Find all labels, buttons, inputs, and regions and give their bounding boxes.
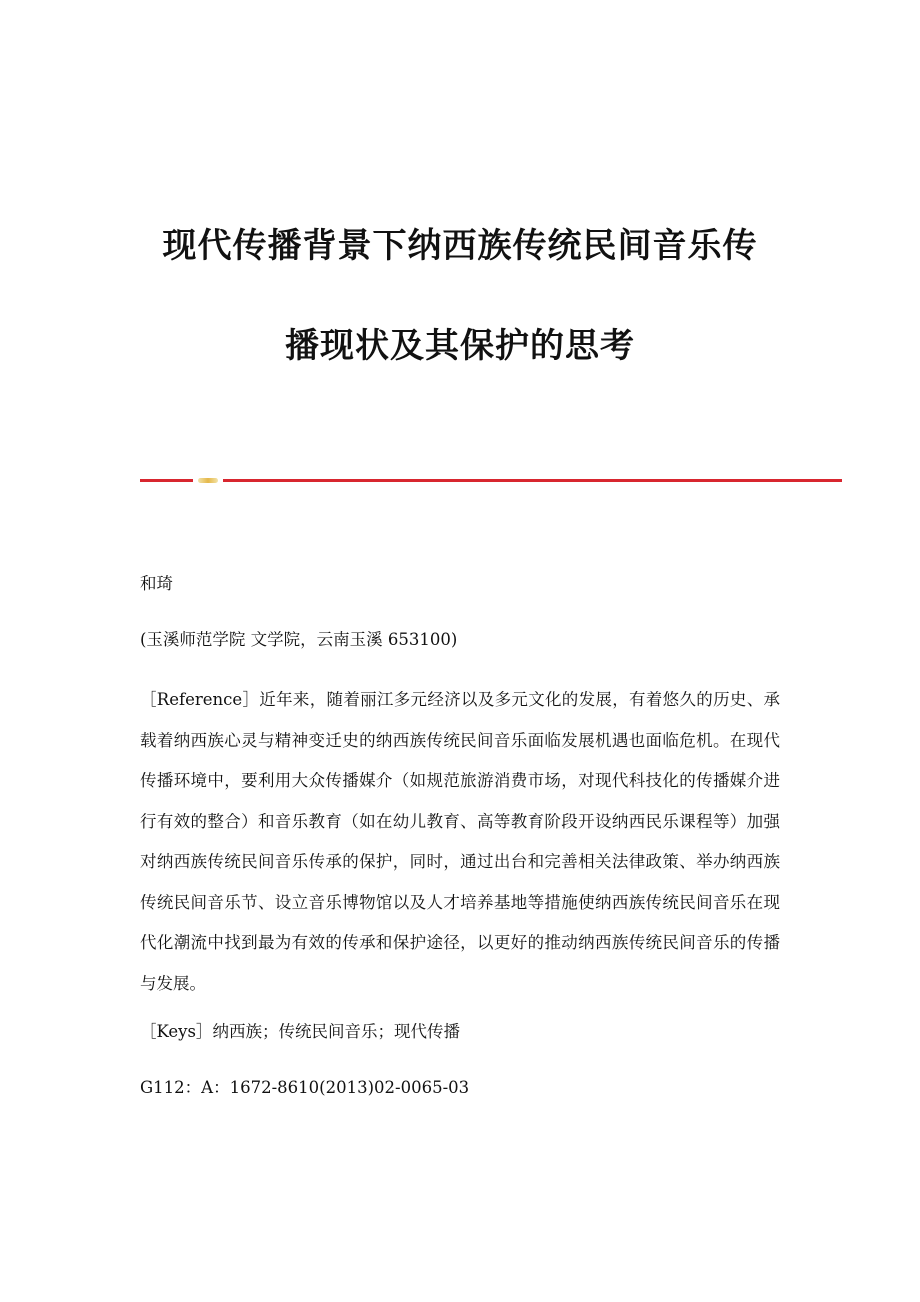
title-divider: [140, 478, 842, 484]
abstract: [140, 680, 780, 1004]
abstract-label: ［Reference］: [140, 690, 260, 709]
title-line-1: 现代传播背景下纳西族传统民间音乐传: [162, 226, 758, 266]
keywords: [140, 1018, 780, 1042]
divider-ornament-icon: [198, 478, 218, 483]
abstract-text: 近年来，随着丽江多元经济以及多元文化的发展，有着悠久的历史、承载着纳西族心灵与精神变迁史的纳西族传统民间音乐面临发展机遇也面临危机。在现代传播环境中，要利用大众传播媒介（如规范旅游消费市场，对现代科技化的传播媒介进行有效的整合）和音乐教育（如在幼儿教育、高等教育阶段开设纳西民乐课程等）加强对纳西族传统民间音乐传承的保护，同时，通过出台和完善相关法律政策、举办纳西族传统民间音乐节、设立音乐博物馆以及人才培养基地等措施使纳西族传统民间音乐在现代化潮流中找到最为有效的传承和保护途径，以更好的推动纳西族传统民间音乐的传播与发展。: [140, 690, 780, 993]
divider-bar-left: [140, 479, 193, 482]
title-line-2: 播现状及其保护的思考: [285, 326, 635, 366]
author-name: 和琦: [140, 574, 173, 593]
keywords-text: 纳西族；传统民间音乐；现代传播: [212, 1022, 460, 1041]
keywords-label: ［Keys］: [140, 1022, 213, 1041]
classification-code: G112：A：1672-8610(2013)02-0065-03: [140, 1078, 470, 1097]
divider-bar-right: [223, 479, 842, 482]
author-affiliation: (玉溪师范学院 文学院，云南玉溪 653100): [140, 630, 458, 649]
